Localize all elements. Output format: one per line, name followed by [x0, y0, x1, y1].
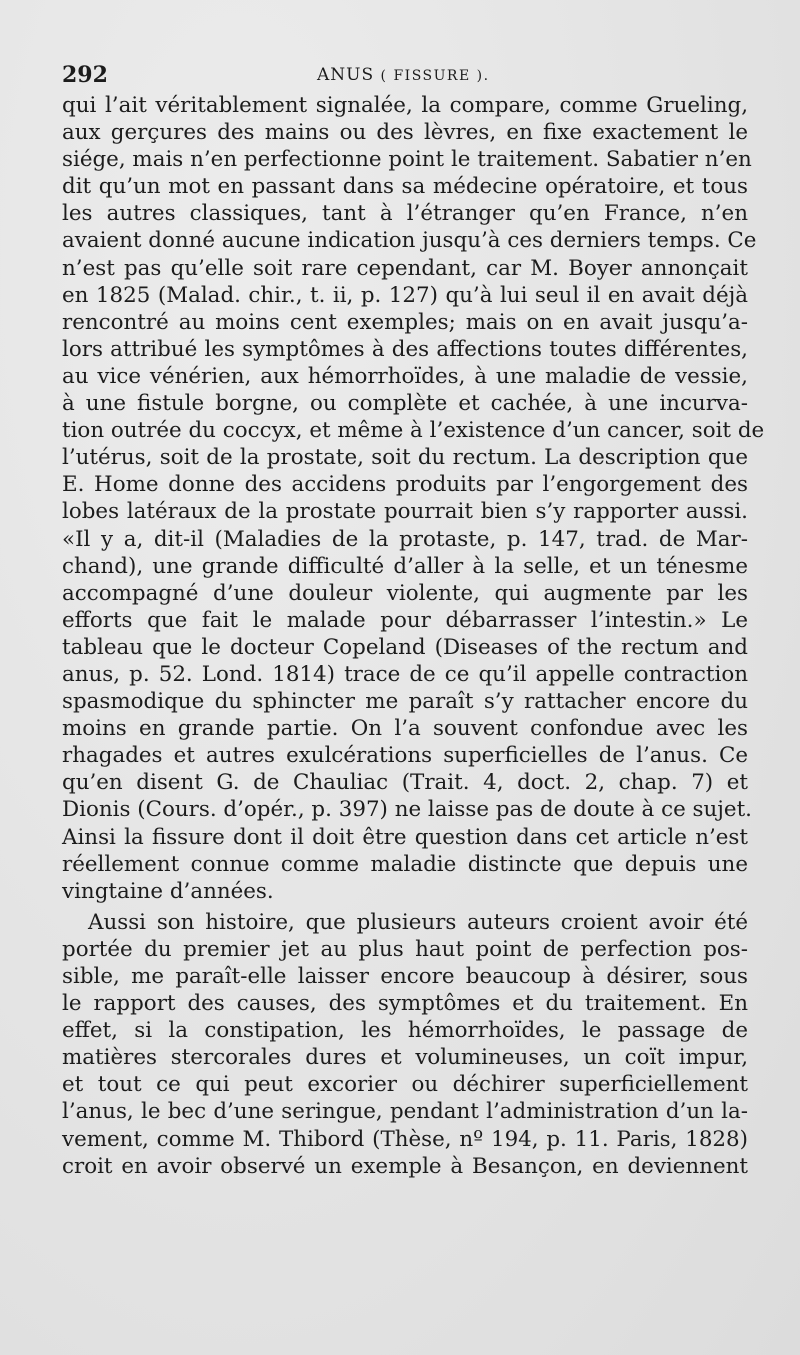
- text-line: E. Home donne des accidens produits par l’engorgement des: [62, 472, 748, 498]
- text-line: vement, comme M. Thibord (Thèse, nº 194, p. 11. Paris, 1828): [62, 1126, 748, 1152]
- text-line: Dionis (Cours. d’opér., p. 397) ne laisse pas de doute à ce sujet.: [62, 797, 752, 823]
- text-line: dit qu’un mot en passant dans sa médecine opératoire, et tous: [62, 174, 748, 200]
- text-line: accompagné d’une douleur violente, qui augmente par les: [62, 580, 748, 606]
- text-line: lobes latéraux de la prostate pourrait bien s’y rapporter aussi.: [62, 499, 748, 525]
- text-line: qu’en disent G. de Chauliac (Trait. 4, doct. 2, chap. 7) et: [62, 770, 748, 796]
- text-line: chand), une grande difficulté d’aller à la selle, et un ténesme: [62, 553, 748, 579]
- text-line: les autres classiques, tant à l’étranger qu’en France, n’en: [62, 201, 748, 227]
- text-line: et tout ce qui peut excorier ou déchirer superficiellement: [62, 1072, 748, 1098]
- text-line: en 1825 (Malad. chir., t. ii, p. 127) qu’à lui seul il en avait déjà: [62, 282, 748, 308]
- text-line: n’est pas qu’elle soit rare cependant, car M. Boyer annonçait: [62, 255, 748, 281]
- text-line: moins en grande partie. On l’a souvent confondue avec les: [62, 716, 748, 742]
- text-line: rencontré au moins cent exemples; mais on en avait jusqu’a-: [62, 309, 748, 335]
- text-line: lors attribué les symptômes à des affections toutes différentes,: [62, 336, 748, 362]
- text-line: rhagades et autres exulcérations superficielles de l’anus. Ce: [62, 743, 748, 769]
- text-line: au vice vénérien, aux hémorrhoïdes, à une maladie de vessie,: [62, 363, 748, 389]
- text-line: l’utérus, soit de la prostate, soit du rectum. La description que: [62, 445, 748, 471]
- page-number: 292: [62, 62, 108, 88]
- body-text: [62, 92, 765, 1180]
- text-line: portée du premier jet au plus haut point de perfection pos-: [62, 936, 748, 962]
- running-head-subtitle: ( FISSURE ).: [380, 68, 490, 84]
- text-line: Ainsi la fissure dont il doit être question dans cet article n’est: [62, 824, 748, 850]
- text-line: efforts que fait le malade pour débarrasser l’intestin.» Le: [62, 607, 748, 633]
- text-line: siége, mais n’en perfectionne point le traitement. Sabatier n’en: [62, 147, 752, 173]
- text-line: matières stercorales dures et volumineuses, un coït impur,: [62, 1045, 748, 1071]
- text-line: tion outrée du coccyx, et même à l’existence d’un cancer, soit de: [62, 418, 765, 444]
- text-line: à une fistule borgne, ou complète et cachée, à une incurva-: [62, 391, 748, 417]
- text-line: «Il y a, dit-il (Maladies de la protaste, p. 147, trad. de Mar-: [62, 526, 748, 552]
- running-head-title: ANUS: [317, 65, 375, 85]
- text-line: sible, me paraît-elle laisser encore beaucoup à désirer, sous: [62, 964, 748, 989]
- text-line: qui l’ait véritablement signalée, la compare, comme Grueling,: [62, 93, 748, 118]
- text-line: croit en avoir observé un exemple à Besançon, en deviennent: [62, 1153, 748, 1179]
- text-line: aux gerçures des mains ou des lèvres, en fixe exactement le: [62, 120, 748, 146]
- paragraph: [62, 909, 748, 1180]
- text-line: le rapport des causes, des symptômes et du traitement. En: [62, 991, 748, 1017]
- page-header: [62, 58, 748, 92]
- text-line: l’anus, le bec d’une seringue, pendant l’administration d’un la-: [62, 1099, 748, 1125]
- text-line: spasmodique du sphincter me paraît s’y rattacher encore du: [62, 689, 748, 715]
- text-line: réellement connue comme maladie distincte que depuis une: [62, 851, 748, 877]
- text-line: tableau que le docteur Copeland (Diseases of the rectum and: [62, 634, 748, 660]
- text-line: vingtaine d’années.: [62, 878, 274, 904]
- text-line: avaient donné aucune indication jusqu’à ces derniers temps. Ce: [62, 228, 757, 254]
- paragraph: [62, 92, 765, 905]
- text-line: Aussi son histoire, que plusieurs auteurs croient avoir été: [88, 909, 748, 935]
- text-line: anus, p. 52. Lond. 1814) trace de ce qu’il appelle contraction: [62, 661, 748, 687]
- running-head: [317, 58, 490, 93]
- text-line: effet, si la constipation, les hémorrhoïdes, le passage de: [62, 1018, 748, 1044]
